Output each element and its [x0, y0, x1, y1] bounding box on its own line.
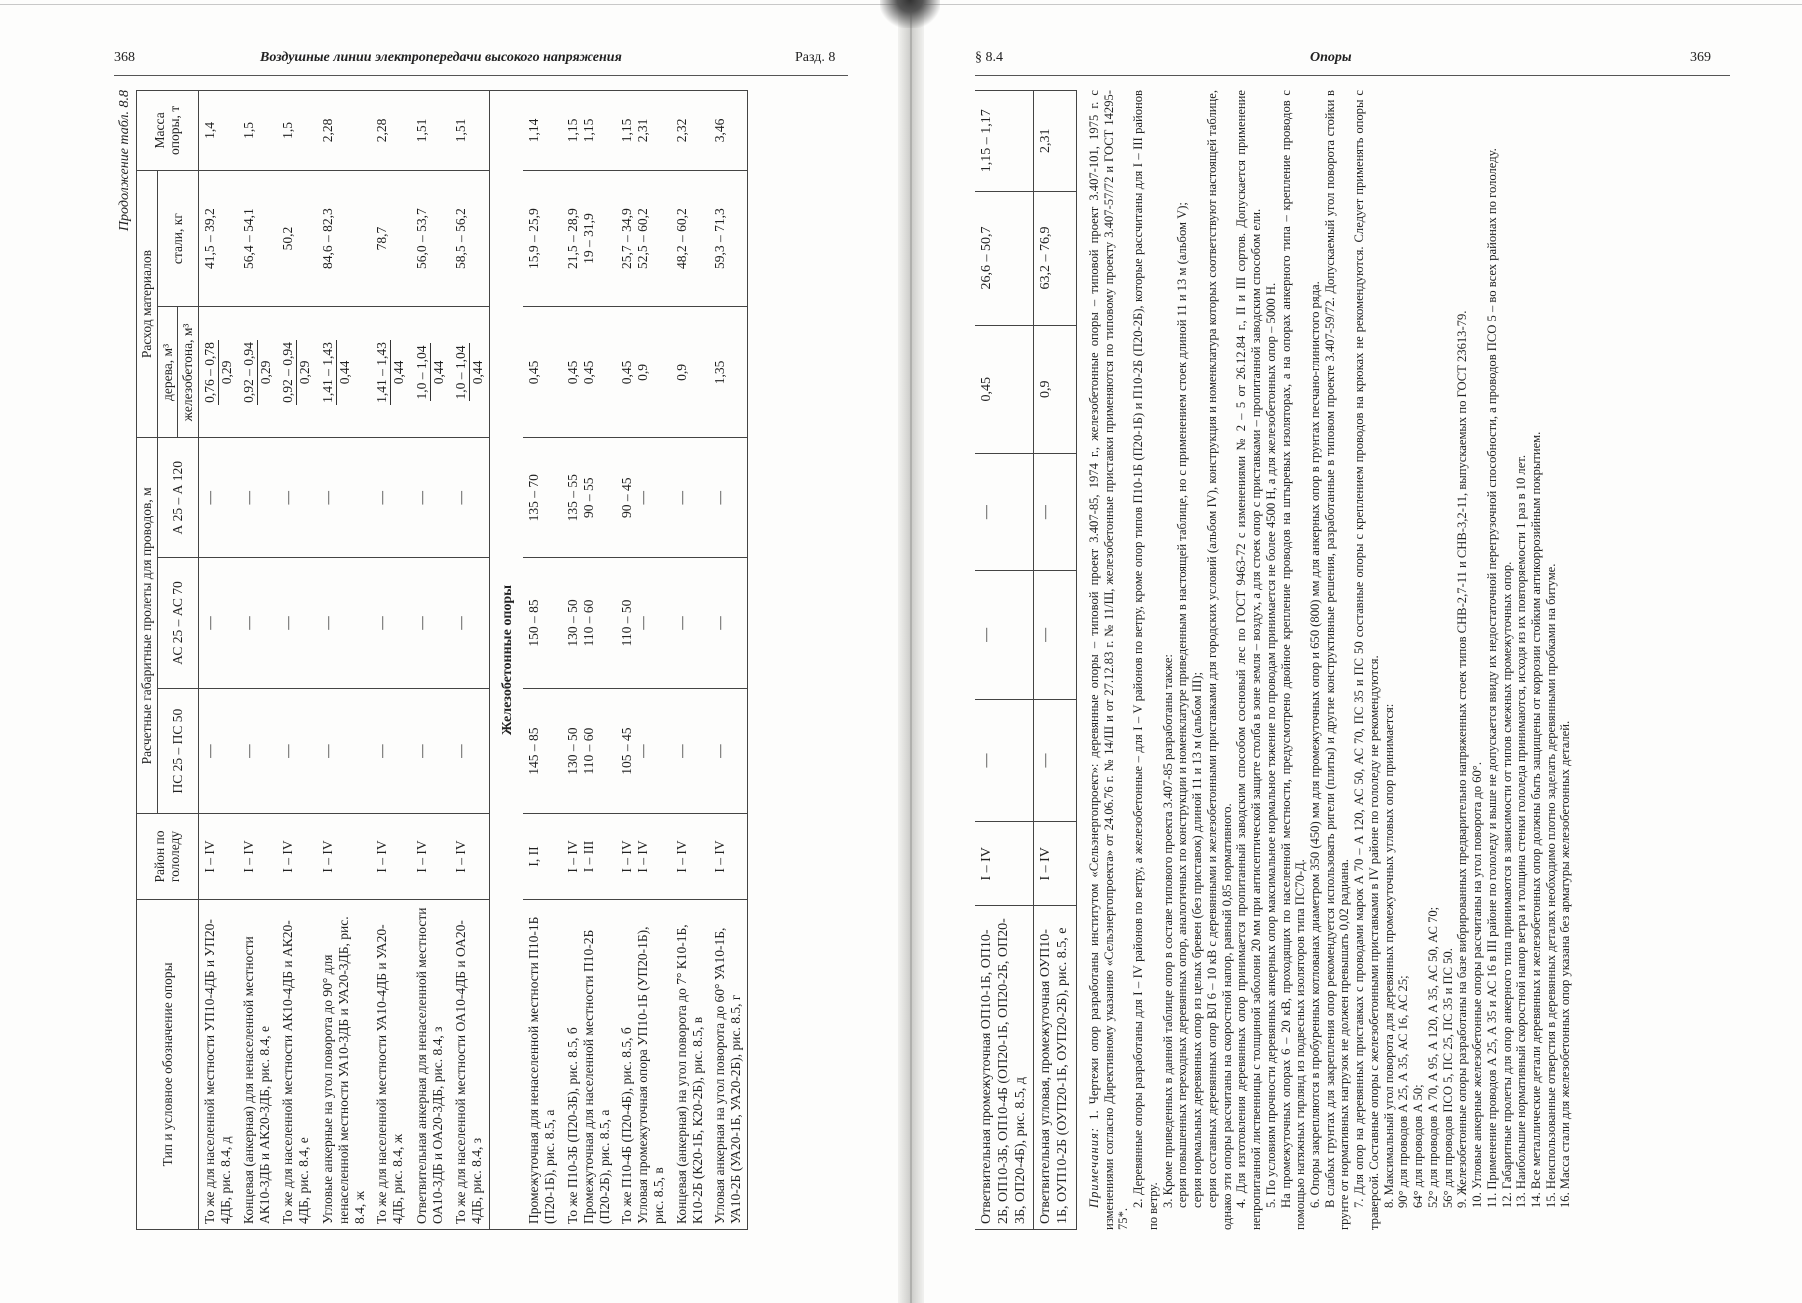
concrete-volume: 0,29 — [258, 360, 274, 385]
continued-table — [975, 90, 1077, 1230]
material-fraction-cell — [317, 307, 372, 438]
concrete-section-title: Железобетонные опоры — [490, 91, 523, 1230]
mass-cell: 1,15 1,15 — [562, 91, 617, 171]
table-row — [198, 91, 238, 1230]
note-text: 9. Железобетонные опоры разработаны на базе вибрированных предварительно напряженных стоек типов СНВ-2,7-11 и СНВ-3,2-11, выпускаемых по ГОСТ 23613-79. — [1455, 310, 1470, 1208]
span-a-cell: 135 – 70 — [523, 438, 561, 558]
span-ac-cell: — — [198, 558, 238, 689]
note-paragraph — [1485, 90, 1500, 1230]
mass-cell: 3,46 — [709, 91, 748, 171]
pole-type-cell: То же П10-4Б (П20-4Б), рис. 8.5, б Угловая промежуточная опора УП10-1Б (УП20-1Б), рис. 8.5, в — [616, 899, 671, 1229]
region-cell: I – IV — [450, 814, 490, 899]
header-steel: стали, кг — [157, 170, 198, 307]
table-row — [671, 91, 709, 1230]
mass-cell: 1,4 — [198, 91, 238, 171]
header-mass: Масса опоры, т — [137, 91, 199, 171]
concrete-volume: 0,44 — [336, 360, 352, 385]
right-page-number: 369 — [1690, 50, 1711, 65]
wood-volume-cell: 0,45 — [975, 325, 1034, 453]
left-running-title: Воздушные линии электропередачи высокого напряжения — [260, 50, 622, 65]
span-pc-cell: — — [450, 689, 490, 814]
note-text: 1. Чертежи опор разработаны институтом «Сельэнергопроект»: деревянные опоры – типовой проект 3.407-85, 1974 г., железобетонные опоры – типовой проект 3.407-101, 1975 г. с изменениями согласно Директивному указанию «Сельэнергопроекта» от 24.06.76 г. № 14/Ш и от 27.12.83 г. № 11/Ш, железобетонные приставки применяются по типовому проекту 3.407-57/72 и ГОСТ 14295-75*. — [1086, 90, 1131, 1230]
pole-type-cell: Ответвительная анкерная для ненаселенной местности ОА10-3ДБ и ОА20-3ДБ, рис. 8.4, з — [411, 899, 450, 1229]
note-text: 5. По условиям прочности деревянных анкерных опор максимальное нормальное тяжение по проводам принимается не более 4500 Н, а для железобетонных опор – 5000 Н. — [1263, 282, 1278, 1208]
note-text: 14. Все металлические детали деревянных и железобетонных опор должны быть защищены от коррозии стойким антикоррозийным покрытием. — [1529, 431, 1544, 1208]
wood-volume-cell: 0,9 — [671, 307, 709, 438]
note-text: На промежуточных опорах 6 – 20 кВ, проходящих по населенной местности, предусмотрено двойное крепление проводов на штыревых изоляторах, а на опорах анкерного типа – крепление проводов с помощью натяжных гирлянд из подвесных изоляторов типа ПС70-Д. — [1278, 90, 1308, 1230]
span-pc-cell: — — [277, 689, 316, 814]
span-a-cell: 135 – 55 90 – 55 — [562, 438, 617, 558]
span-ac-cell: — — [238, 558, 277, 689]
table-row — [317, 91, 372, 1230]
table-row — [411, 91, 450, 1230]
steel-cell: 25,7 – 34,9 52,5 – 60,2 — [616, 170, 671, 307]
wood-volume: 0,92 – 0,94 — [280, 340, 297, 405]
material-fraction-cell — [450, 307, 490, 438]
wood-volume-cell: 0,9 — [1034, 325, 1077, 453]
span-ac-cell: 110 – 50 — — [616, 558, 671, 689]
note-text: 56° для проводов ПСО 5, ПС 25, ПС 35 и ПС 50. — [1440, 948, 1455, 1208]
material-fraction-cell — [371, 307, 410, 438]
continued-table-body — [975, 91, 1076, 1230]
span-ac-cell: — — [411, 558, 450, 689]
region-cell: I – IV — [1034, 822, 1077, 906]
region-cell: I – IV — [975, 822, 1034, 906]
span-ac-cell: — — [709, 558, 748, 689]
note-paragraph — [1279, 90, 1308, 1230]
steel-cell: 63,2 – 76,9 — [1034, 191, 1077, 325]
wood-concrete-fraction — [453, 343, 486, 401]
wood-volume: 0,92 – 0,94 — [241, 340, 258, 405]
mass-cell: 1,15 2,31 — [616, 91, 671, 171]
header-spans-group: Расчетные габаритные пролеты для проводов, м — [137, 438, 158, 814]
span-ac-cell: — — [450, 558, 490, 689]
header-span-a: А 25 – А 120 — [157, 438, 198, 558]
span-a-cell: — — [1034, 453, 1077, 570]
steel-cell: 78,7 — [371, 170, 410, 307]
span-ac-cell: — — [277, 558, 316, 689]
note-paragraph — [1323, 90, 1352, 1230]
header-span-pc: ПС 25 – ПС 50 — [157, 689, 198, 814]
region-cell: I – IV — [238, 814, 277, 899]
span-pc-cell: — — [317, 689, 372, 814]
header-wood: дерева, м³ — [157, 307, 178, 438]
concrete-poles-body — [523, 91, 748, 1230]
note-text: 2. Деревянные опоры разработаны для I – IV районов по ветру, а железобетонные – для I – V районов по ветру, кроме опор типов П10-1Б (П20-1Б) и П10-2Б (П20-2Б), которые рассчитаны для I – III районов по ветру. — [1131, 90, 1160, 1230]
wood-concrete-fraction — [241, 340, 274, 405]
steel-cell: 21,5 – 28,9 19 – 31,9 — [562, 170, 617, 307]
span-pc-cell: — — [975, 699, 1034, 822]
mass-cell: 2,32 — [671, 91, 709, 171]
note-text: серия нормальных деревянных опор из целых бревен (без приставок) длиной 11 и 13 м (альбом III); — [1190, 671, 1205, 1208]
mass-cell: 1,14 — [523, 91, 561, 171]
note-paragraph — [1396, 90, 1411, 1230]
pole-type-cell: Концевая (анкерная) для ненаселенной местности АК10-3ДБ и АК20-3ДБ, рис. 8.4, е — [238, 899, 277, 1229]
note-paragraph — [1175, 90, 1190, 1230]
pole-type-cell: То же для населенной местности ОА10-4ДБ и ОА20-4ДБ, рис. 8.4, з — [450, 899, 490, 1229]
wood-concrete-fraction — [320, 340, 353, 405]
table-row — [523, 91, 561, 1230]
concrete-volume: 0,44 — [430, 360, 446, 385]
region-cell: I – IV — [317, 814, 372, 899]
concrete-volume: 0,29 — [297, 360, 313, 385]
note-paragraph — [1426, 90, 1441, 1230]
wood-volume: 1,41 – 1,43 — [374, 340, 391, 405]
wood-volume-cell: 0,45 — [523, 307, 561, 438]
wood-volume: 1,41 – 1,43 — [320, 340, 337, 405]
left-section-label: Разд. 8 — [795, 50, 836, 65]
steel-cell: 50,2 — [277, 170, 316, 307]
pole-type-cell: Угловые анкерные на угол поворота до 90° для ненаселенной местности УА10-3ДБ и УА20-3ДБ, рис. 8.4, ж — [317, 899, 372, 1229]
note-paragraph — [1205, 90, 1234, 1230]
span-ac-cell: 130 – 50 110 – 60 — [562, 558, 617, 689]
table-row — [238, 91, 277, 1230]
span-pc-cell: — — [709, 689, 748, 814]
wood-volume: 1,0 – 1,04 — [414, 343, 431, 401]
notes-lead: Примечания: — [1086, 1119, 1101, 1208]
mass-cell: 1,51 — [411, 91, 450, 171]
span-pc-cell: — — [671, 689, 709, 814]
table-row — [562, 91, 617, 1230]
note-text: 52° для проводов А 70, А 95, А 120, А 35, АС 50, АС 70; — [1425, 906, 1440, 1208]
left-header-rule — [114, 75, 848, 76]
note-text: серия повышенных переходных деревянных опор, аналогичных по конструкции и номенклатуре приведенным в настоящей таблице, но с применением стоек длиной 11 и 13 м (альбом V); — [1175, 202, 1190, 1208]
note-paragraph — [1161, 90, 1176, 1230]
wood-volume-cell: 0,45 0,9 — [616, 307, 671, 438]
table-row — [450, 91, 490, 1230]
span-a-cell: — — [371, 438, 410, 558]
mass-cell: 1,15 – 1,17 — [975, 91, 1034, 192]
span-a-cell: — — [975, 453, 1034, 570]
span-a-cell: — — [198, 438, 238, 558]
pole-type-cell: Ответвительная угловая, промежуточная ОУП10-1Б, ОУП10-2Б (ОУП20-1Б, ОУП20-2Б), рис. 8.5, е — [1034, 906, 1077, 1230]
note-text: 11. Применение проводов А 25, А 35 и АС 16 в III районе по гололеду и выше не допускается ввиду их недостаточной перегрузочной способности, а проводов ПСО 5 – во всех районах по гололеду. — [1484, 148, 1499, 1208]
concrete-volume: 0,44 — [391, 360, 407, 385]
note-text: 4. Для изготовления деревянных опор принимается пропитанный заводским способом сосновый лес по ГОСТ 9463-72 с изменениями № 2 – 5 от 26.12.84 г., II и III сортов. Допускается применение непропитанной лиственницы с толщиной заболони 20 мм при антисептической защите столба в зоне земля – воздух, а для стоек опор с приставками – пропитанной заводским способом ели. — [1234, 90, 1264, 1230]
note-paragraph — [1264, 90, 1279, 1230]
material-fraction-cell — [238, 307, 277, 438]
note-text: 6. Опоры закрепляются в пробуренных котлованах диаметром 350 (450) мм для промежуточных опор и 650 (800) мм для анкерных опор в грунтах песчано-глинистого ряда. — [1308, 281, 1322, 1208]
wood-concrete-fraction — [374, 340, 407, 405]
table-row — [975, 91, 1034, 1230]
note-text: серия составных деревянных опор ВЛ 6 – 10 кВ с деревянными и железобетонными приставками для городских условий (альбом IV), конструкция и номенклатура которых соответствуют настоящей таблице, однако эти опоры рассчитаны на скоростной напор, равный 0,85 нормативного. — [1204, 90, 1234, 1230]
binding-shadow — [880, 0, 940, 28]
steel-cell: 48,2 – 60,2 — [671, 170, 709, 307]
pole-type-cell: Промежуточная для ненаселенной местности П10-1Б (П20-1Б), рис. 8.5, а — [523, 899, 561, 1229]
span-a-cell: — — [671, 438, 709, 558]
region-cell: I – IV — [277, 814, 316, 899]
note-paragraph — [1234, 90, 1263, 1230]
region-cell: I – IV — [198, 814, 238, 899]
note-paragraph — [1087, 90, 1131, 1230]
steel-cell: 84,6 – 82,3 — [317, 170, 372, 307]
table-row — [277, 91, 316, 1230]
header-span-ac: АС 25 – АС 70 — [157, 558, 198, 689]
table-row — [371, 91, 410, 1230]
span-ac-cell: — — [371, 558, 410, 689]
note-paragraph — [1455, 90, 1470, 1230]
wood-concrete-fraction — [414, 343, 447, 401]
table-row — [709, 91, 748, 1230]
span-ac-cell: — — [1034, 571, 1077, 699]
header-region: Район по гололеду — [137, 814, 199, 899]
steel-cell: 59,3 – 71,3 — [709, 170, 748, 307]
pole-type-cell: Угловая анкерная на угол поворота до 60° УА10-1Б, УА10-2Б (УА20-1Б, УА20-2Б), рис. 8.5, г — [709, 899, 748, 1229]
wood-volume: 0,76 – 0,78 — [202, 340, 219, 405]
book-gutter — [898, 0, 924, 1303]
header-type: Тип и условное обозначение опоры — [137, 899, 199, 1229]
span-a-cell: — — [238, 438, 277, 558]
pole-type-cell: Концевая (анкерная) на угол поворота до 7° К10-1Б, К10-2Б (К20-1Б, К20-2Б), рис. 8.5, в — [671, 899, 709, 1229]
region-cell: I – IV — [671, 814, 709, 899]
note-text: 90° для проводов А 25, А 35, АС 16, АС 25; — [1396, 975, 1411, 1208]
note-paragraph — [1514, 90, 1529, 1230]
steel-cell: 41,5 – 39,2 — [198, 170, 238, 307]
note-text: 10. Угловые анкерные железобетонные опоры рассчитаны на угол поворота до 60°. — [1470, 762, 1485, 1208]
mass-cell: 1,5 — [238, 91, 277, 171]
concrete-section — [490, 91, 523, 1230]
region-cell: I – IV I – IV — [616, 814, 671, 899]
span-pc-cell: — — [1034, 699, 1077, 822]
span-a-cell: — — [317, 438, 372, 558]
note-text: В слабых грунтах для закрепления опор рекомендуется использовать ригели (плиты) и другие конструктивные решения, разработанные в типовом проекте 3.407-59/72. Допускаемый угол поворота стойки в грунте от нормативных нагрузок не должен превышать 0,02 радиана. — [1322, 90, 1352, 1230]
mass-cell: 2,28 — [317, 91, 372, 171]
note-paragraph — [1352, 90, 1381, 1230]
region-cell: I – IV — [709, 814, 748, 899]
pole-type-cell: То же П10-3Б (П20-3Б), рис. 8.5, б Промежуточная для населенной местности П10-2Б (П20-2Б), рис. 8.5, а — [562, 899, 617, 1229]
steel-cell: 58,5 – 56,2 — [450, 170, 490, 307]
span-ac-cell: — — [317, 558, 372, 689]
pole-type-cell: То же для населенной местности УА10-4ДБ и УА20-4ДБ, рис. 8.4, ж — [371, 899, 410, 1229]
note-paragraph — [1441, 90, 1456, 1230]
note-paragraph — [1308, 90, 1323, 1230]
steel-cell: 26,6 – 50,7 — [975, 191, 1034, 325]
note-paragraph — [1544, 90, 1559, 1230]
concrete-volume: 0,29 — [218, 360, 234, 385]
pole-type-cell: То же для населенной местности УП10-4ДБ и УП20-4ДБ, рис. 8.4, д — [198, 899, 238, 1229]
pole-type-cell: Ответвительная промежуточная ОП10-1Б, ОП10-2Б, ОП10-3Б, ОП10-4Б (ОП20-1Б, ОП20-2Б, ОП20-3Б, ОП20-4Б), рис. 8.5, д — [975, 906, 1034, 1230]
note-paragraph — [1529, 90, 1544, 1230]
steel-cell: 56,0 – 53,7 — [411, 170, 450, 307]
left-page-number: 368 — [114, 50, 135, 65]
span-pc-cell: 130 – 50 110 – 60 — [562, 689, 617, 814]
concrete-volume: 0,44 — [470, 360, 486, 385]
span-ac-cell: — — [671, 558, 709, 689]
steel-cell: 15,9 – 25,9 — [523, 170, 561, 307]
note-paragraph — [1500, 90, 1515, 1230]
note-text: 64° для проводов А 50; — [1411, 1084, 1426, 1208]
note-text: 12. Габаритные пролеты для опор анкерного типа принимаются в зависимости от типов смежных промежуточных опор. — [1499, 561, 1514, 1208]
note-text: 7. Для опор на деревянных приставках с проводами марок А 70 – А 120, АС 50, АС 70, ПС 35 и ПС 50 составные опоры с креплением проводов на крюках не рекомендуются. Следует применять опоры с траверсой. Составные опоры с железобетонными приставками в IV районе по гололеду не рекомендуются. — [1352, 90, 1381, 1230]
notes-block — [1087, 90, 1573, 1230]
note-text: 8. Максимальный угол поворота для деревянных промежуточных угловых опор принимается: — [1381, 703, 1396, 1208]
left-page-table-block — [114, 90, 889, 1230]
right-section-label: § 8.4 — [975, 50, 1003, 65]
span-pc-cell: — — [411, 689, 450, 814]
right-page-block — [975, 90, 1730, 1230]
header-concrete: железобетона, м³ — [178, 307, 199, 438]
wood-volume-cell: 0,45 0,45 — [562, 307, 617, 438]
table-row — [616, 91, 671, 1230]
wood-concrete-fraction — [202, 340, 235, 405]
note-text: 3. Кроме приведенных в данной таблице опор в составе типового проекта 3.407-85 разработаны также: — [1160, 654, 1175, 1208]
mass-cell: 1,5 — [277, 91, 316, 171]
poles-table — [136, 90, 748, 1230]
note-paragraph — [1411, 90, 1426, 1230]
mass-cell: 2,28 — [371, 91, 410, 171]
notes-list — [1087, 90, 1573, 1230]
right-header-rule — [975, 75, 1730, 76]
note-text: 15. Неиспользованные отверстия в деревянных деталях необходимо плотно заделать деревянными пробками на битуме. — [1543, 563, 1558, 1208]
pole-type-cell: То же для населенной местности АК10-4ДБ и АК20-4ДБ, рис. 8.4, е — [277, 899, 316, 1229]
span-a-cell: 90 – 45 — — [616, 438, 671, 558]
note-paragraph — [1131, 90, 1160, 1230]
span-a-cell: — — [277, 438, 316, 558]
note-paragraph — [1190, 90, 1205, 1230]
span-ac-cell: — — [975, 571, 1034, 699]
table-continuation-label: Продолжение табл. 8.8 — [117, 90, 132, 232]
span-a-cell: — — [709, 438, 748, 558]
material-fraction-cell — [411, 307, 450, 438]
material-fraction-cell — [198, 307, 238, 438]
span-pc-cell: 145 – 85 — [523, 689, 561, 814]
header-materials-group: Расход материалов — [137, 170, 158, 438]
span-pc-cell: — — [371, 689, 410, 814]
region-cell: I – IV I – III — [562, 814, 617, 899]
right-running-title: Опоры — [1310, 50, 1352, 65]
region-cell: I – IV — [411, 814, 450, 899]
table-row — [1034, 91, 1077, 1230]
wood-poles-body — [198, 91, 490, 1230]
wood-volume-cell: 1,35 — [709, 307, 748, 438]
steel-cell: 56,4 – 54,1 — [238, 170, 277, 307]
span-a-cell: — — [411, 438, 450, 558]
mass-cell: 1,51 — [450, 91, 490, 171]
span-ac-cell: 150 – 85 — [523, 558, 561, 689]
note-text: 16. Масса стали для железобетонных опор указана без арматуры железобетонных деталей. — [1558, 720, 1573, 1208]
span-pc-cell: — — [238, 689, 277, 814]
region-cell: I – IV — [371, 814, 410, 899]
wood-volume: 1,0 – 1,04 — [453, 343, 470, 401]
note-paragraph — [1382, 90, 1397, 1230]
span-pc-cell: — — [198, 689, 238, 814]
note-paragraph — [1558, 90, 1573, 1230]
note-text: 13. Наибольшие нормативный скоростной напор ветра и толщина стенки гололеда принимаются, исходя из их повторяемости 1 раз в 10 лет. — [1514, 455, 1529, 1208]
span-pc-cell: 105 – 45 — — [616, 689, 671, 814]
wood-concrete-fraction — [280, 340, 313, 405]
mass-cell: 2,31 — [1034, 91, 1077, 192]
note-paragraph — [1470, 90, 1485, 1230]
span-a-cell: — — [450, 438, 490, 558]
material-fraction-cell — [277, 307, 316, 438]
region-cell: I, II — [523, 814, 561, 899]
